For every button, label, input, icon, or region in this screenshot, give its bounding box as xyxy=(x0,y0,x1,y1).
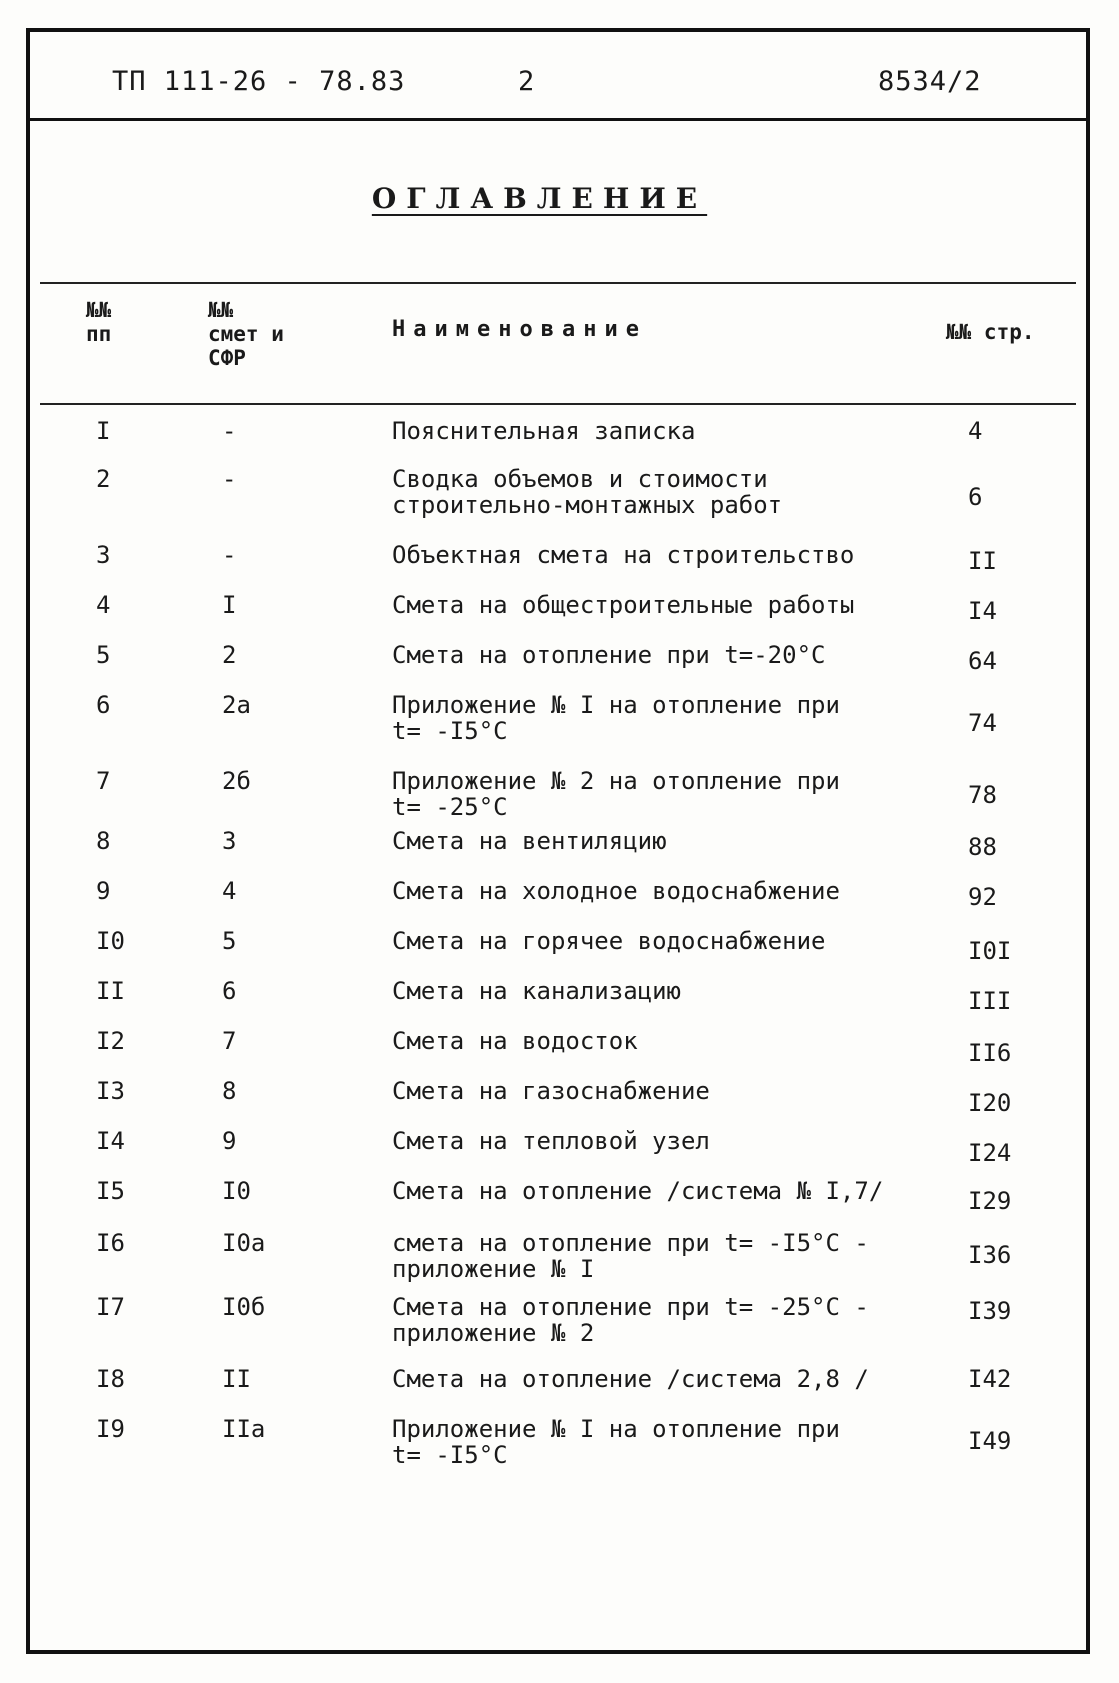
row-number: 6 xyxy=(96,691,111,719)
item-name: Смета на газоснабжение xyxy=(392,1077,710,1105)
item-name: Объектная смета на строительство xyxy=(392,541,855,569)
row-number: 8 xyxy=(96,827,111,855)
row-number: 7 xyxy=(96,767,111,795)
row-number: I2 xyxy=(96,1027,125,1055)
item-name: Смета на отопление при t= -25°C - приложение № 2 xyxy=(392,1293,869,1347)
row-number: I7 xyxy=(96,1293,125,1321)
row-number: 9 xyxy=(96,877,111,905)
row-number: I5 xyxy=(96,1177,125,1205)
estimate-number: 2а xyxy=(222,691,251,719)
document-code: ТП 111-26 - 78.83 xyxy=(112,66,406,97)
row-number: 5 xyxy=(96,641,111,669)
page-number: 4 xyxy=(968,417,983,445)
page-number: I49 xyxy=(968,1427,1012,1455)
item-name: Смета на отопление /система № I,7/ xyxy=(392,1177,884,1205)
page-number: II6 xyxy=(968,1039,1012,1067)
estimate-number: 7 xyxy=(222,1027,237,1055)
page-title-wrap xyxy=(0,182,1119,215)
estimate-number: 9 xyxy=(222,1127,237,1155)
row-number: 3 xyxy=(96,541,111,569)
item-name: Смета на отопление /система 2,8 / xyxy=(392,1365,869,1393)
col-header-number: №№ пп xyxy=(86,298,112,346)
row-number: I3 xyxy=(96,1077,125,1105)
estimate-number: - xyxy=(222,541,237,569)
table-top-rule xyxy=(40,282,1076,284)
col-header-estimate: №№ смет и СФР xyxy=(208,298,284,370)
item-name: Смета на водосток xyxy=(392,1027,638,1055)
page-number: I0I xyxy=(968,937,1012,965)
item-name: Смета на отопление при t=-20°C xyxy=(392,641,826,669)
estimate-number: 3 xyxy=(222,827,237,855)
page-number: II xyxy=(968,547,997,575)
row-number: 4 xyxy=(96,591,111,619)
estimate-number: - xyxy=(222,465,237,493)
col-header-page: №№ стр. xyxy=(946,320,1035,344)
estimate-number: IIа xyxy=(222,1415,266,1443)
row-number: I6 xyxy=(96,1229,125,1257)
page-number: I39 xyxy=(968,1297,1012,1325)
page-number: 64 xyxy=(968,647,997,675)
sheet-number: 2 xyxy=(518,66,536,97)
row-number: I0 xyxy=(96,927,125,955)
archive-number: 8534/2 xyxy=(878,66,982,97)
page-number: 88 xyxy=(968,833,997,861)
page-number: I36 xyxy=(968,1241,1012,1269)
page-number: 78 xyxy=(968,781,997,809)
estimate-number: - xyxy=(222,417,237,445)
page-number: III xyxy=(968,987,1012,1015)
item-name: Пояснительная записка xyxy=(392,417,696,445)
estimate-number: I0а xyxy=(222,1229,266,1257)
item-name: Сводка объемов и стоимости строительно-монтажных работ xyxy=(392,465,783,519)
page-number: 6 xyxy=(968,483,983,511)
estimate-number: I xyxy=(222,591,237,619)
item-name: Смета на тепловой узел xyxy=(392,1127,710,1155)
estimate-number: I0б xyxy=(222,1293,266,1321)
row-number: I xyxy=(96,417,111,445)
row-number: 2 xyxy=(96,465,111,493)
estimate-number: II xyxy=(222,1365,251,1393)
page-number: I42 xyxy=(968,1365,1012,1393)
item-name: Приложение № I на отопление при t= -I5°C xyxy=(392,1415,840,1469)
page-number: I29 xyxy=(968,1187,1012,1215)
page-number: I24 xyxy=(968,1139,1012,1167)
estimate-number: I0 xyxy=(222,1177,251,1205)
item-name: Смета на канализацию xyxy=(392,977,681,1005)
estimate-number: 4 xyxy=(222,877,237,905)
estimate-number: 8 xyxy=(222,1077,237,1105)
estimate-number: 2 xyxy=(222,641,237,669)
row-number: I9 xyxy=(96,1415,125,1443)
item-name: Смета на горячее водоснабжение xyxy=(392,927,826,955)
row-number: I8 xyxy=(96,1365,125,1393)
estimate-number: 2б xyxy=(222,767,251,795)
estimate-number: 5 xyxy=(222,927,237,955)
row-number: II xyxy=(96,977,125,1005)
item-name: Приложение № 2 на отопление при t= -25°C xyxy=(392,767,840,821)
item-name: Приложение № I на отопление при t= -I5°C xyxy=(392,691,840,745)
page-number: 74 xyxy=(968,709,997,737)
header-divider xyxy=(26,118,1090,121)
estimate-number: 6 xyxy=(222,977,237,1005)
col-header-name: Наименование xyxy=(392,317,647,342)
page-number: 92 xyxy=(968,883,997,911)
page-title: ОГЛАВЛЕНИЕ xyxy=(371,182,708,215)
item-name: Смета на вентиляцию xyxy=(392,827,667,855)
item-name: Смета на холодное водоснабжение xyxy=(392,877,840,905)
page-number: I4 xyxy=(968,597,997,625)
row-number: I4 xyxy=(96,1127,125,1155)
item-name: смета на отопление при t= -I5°C - приложение № I xyxy=(392,1229,869,1283)
item-name: Смета на общестроительные работы xyxy=(392,591,855,619)
page-number: I20 xyxy=(968,1089,1012,1117)
table-header-rule xyxy=(40,403,1076,405)
